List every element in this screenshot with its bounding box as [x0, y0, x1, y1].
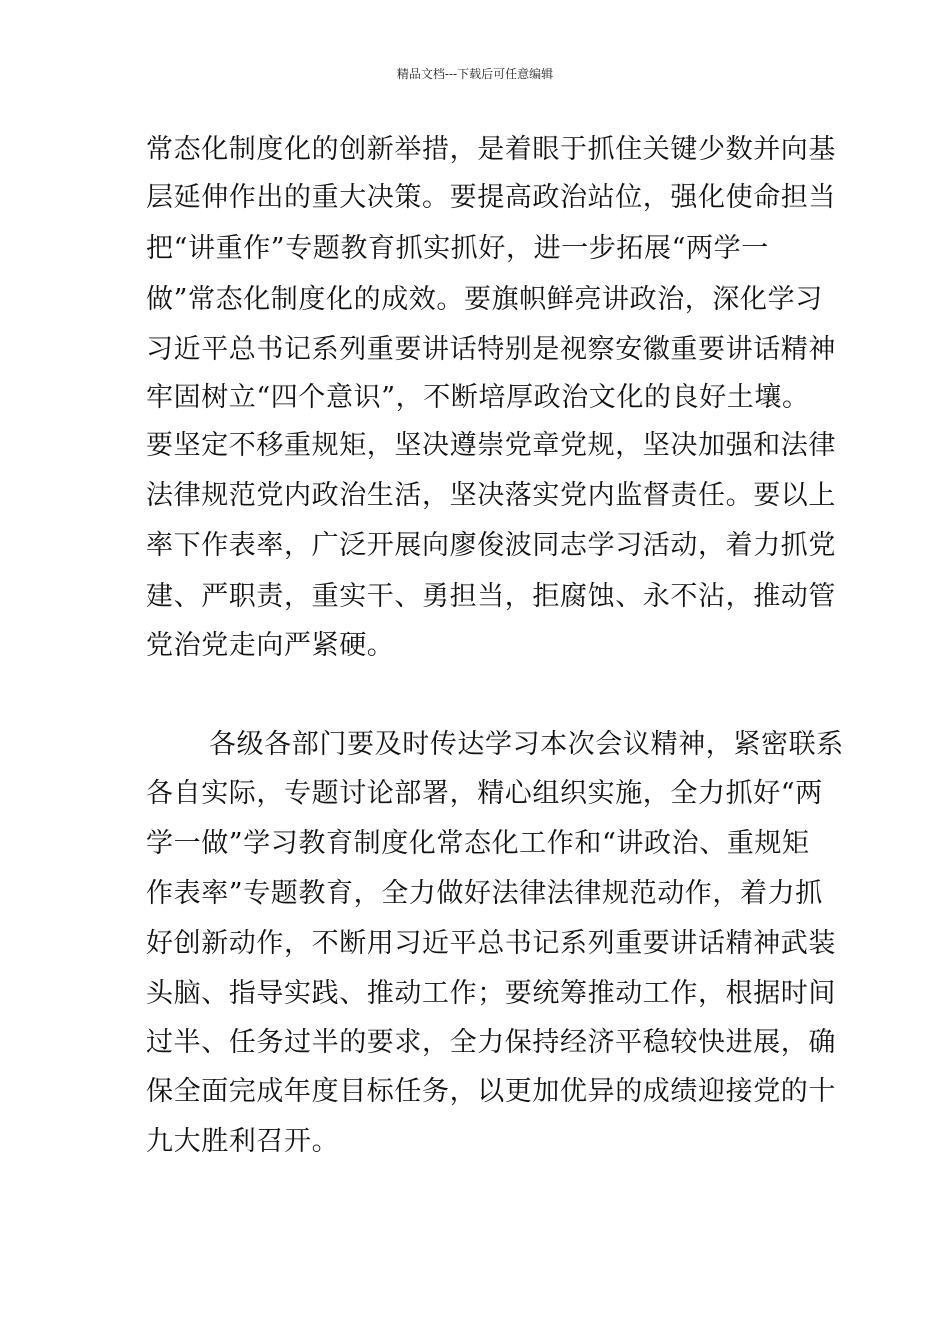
text-line: 党治党走向严紧硬。 — [146, 630, 395, 661]
text-line: 头脑、指导实践、推动工作；要统筹推动工作，根据时间 — [146, 978, 836, 1009]
text-line: 牢固树立“四个意识”，不断培厚政治文化的良好土壤。 — [146, 382, 810, 413]
text-line: 建、严职责，重实干、勇担当，拒腐蚀、永不沾，推动管 — [146, 581, 836, 612]
text-line: 做”常态化制度化的成效。要旗帜鲜亮讲政治，深化学习 — [146, 284, 823, 315]
text-line: 好创新动作，不断用习近平总书记系列重要讲话精神武装 — [146, 928, 836, 959]
text-line: 把“讲重作”专题教育抓实抓好，进一步拓展“两学一 — [146, 233, 769, 264]
text-line: 率下作表率，广泛开展向廖俊波同志学习活动，着力抓党 — [146, 530, 836, 561]
text-line: 法律规范党内政治生活，坚决落实党内监督责任。要以上 — [146, 480, 836, 511]
text-line: 各级各部门要及时传达学习本次会议精神，紧密联系 — [209, 729, 844, 760]
text-line: 保全面完成年度目标任务，以更加优异的成绩迎接党的十 — [146, 1076, 836, 1107]
text-line: 各自实际，专题讨论部署，精心组织实施，全力抓好“两 — [146, 778, 823, 809]
page-header: 精品文档---下载后可任意编辑 — [396, 67, 554, 81]
text-line: 学一做”学习教育制度化常态化工作和“讲政治、重规矩 — [146, 828, 810, 859]
text-line: 常态化制度化的创新举措，是着眼于抓住关键少数并向基 — [146, 134, 836, 165]
text-line: 层延伸作出的重大决策。要提高政治站位，强化使命担当 — [146, 182, 836, 213]
text-line: 要坚定不移重规矩，坚决遵崇党章党规，坚决加强和法律 — [146, 430, 836, 461]
text-line: 过半、任务过半的要求，全力保持经济平稳较快进展，确 — [146, 1027, 836, 1058]
text-line: 九大胜利召开。 — [146, 1126, 340, 1157]
text-line: 习近平总书记系列重要讲话特别是视察安徽重要讲话精神 — [146, 334, 836, 365]
text-line: 作表率”专题教育，全力做好法律法律规范动作，着力抓 — [146, 878, 823, 909]
